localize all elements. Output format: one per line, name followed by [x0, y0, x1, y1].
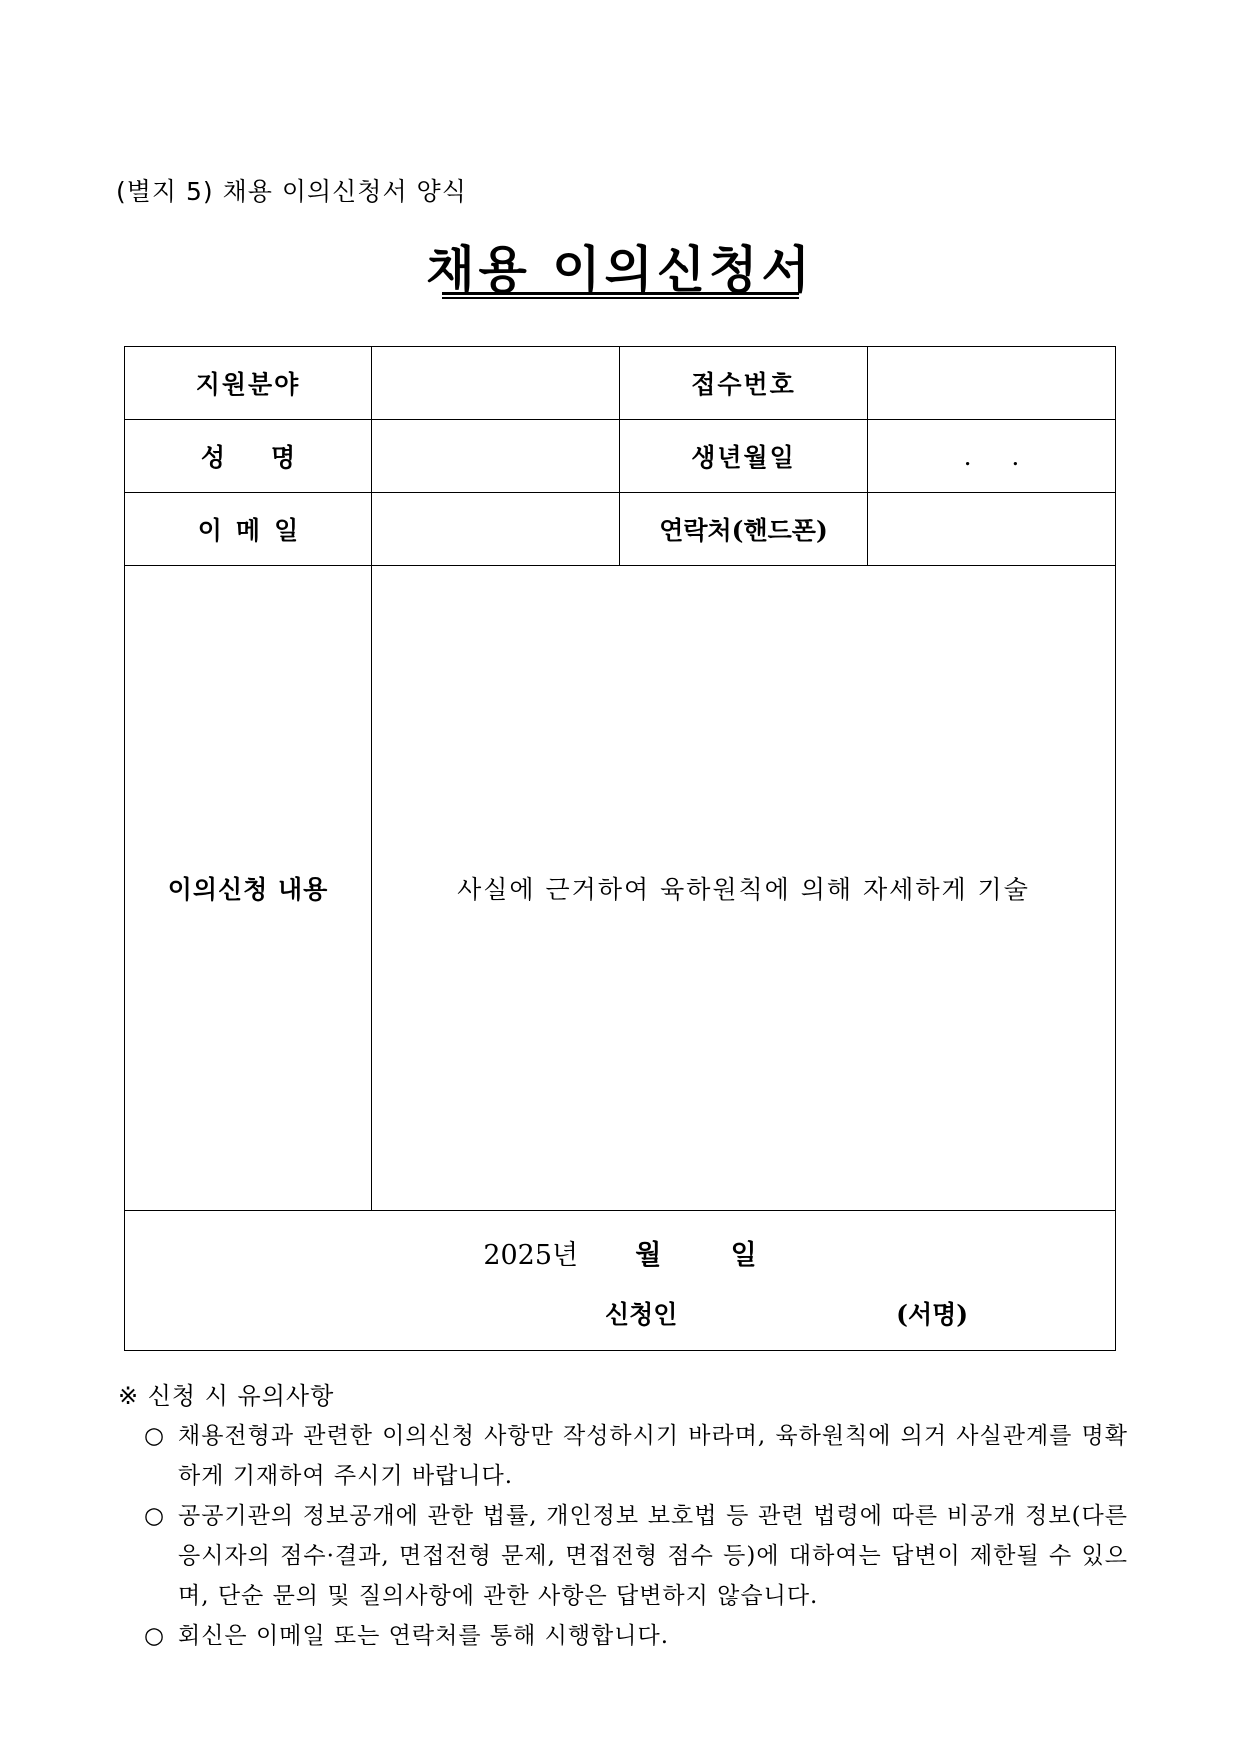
- objection-form-table: [124, 346, 1116, 1351]
- date-year: 2025년: [483, 1240, 579, 1271]
- applicant-label: 신청인: [605, 1300, 678, 1329]
- input-email[interactable]: [372, 493, 620, 566]
- attachment-label: (별지 5) 채용 이의신청서 양식: [116, 177, 467, 206]
- notes-title: ※ 신청 시 유의사항: [118, 1382, 335, 1410]
- circle-bullet-icon: ○: [144, 1623, 166, 1649]
- input-receipt-number[interactable]: [868, 347, 1116, 420]
- document-title: 채용 이의신청서: [426, 241, 814, 299]
- form-row-field: [125, 347, 1116, 420]
- note-text: 채용전형과 관련한 이의신청 사항만 작성하시기 바라며, 육하원칙에 의거 사실관계를 명확하게 기재하여 주시기 바랍니다.: [178, 1423, 1128, 1489]
- form-row-content: [125, 566, 1116, 1211]
- label-phone: 연락처(핸드폰): [620, 493, 868, 566]
- input-phone[interactable]: [868, 493, 1116, 566]
- note-item: [118, 1416, 1128, 1496]
- note-text: 공공기관의 정보공개에 관한 법률, 개인정보 보호법 등 관련 법령에 따른 비공개 정보(다른 응시자의 점수·결과, 면접전형 문제, 면접전형 점수 등)에 대하여는 답변이 제한될 수 있으며, 단순 문의 및 질의사항에 관한 사항은 답변하지 않습니다.: [178, 1503, 1128, 1609]
- note-item: [118, 1616, 1128, 1656]
- label-application-field: 지원분야: [125, 347, 372, 420]
- date-day: 일: [730, 1240, 757, 1271]
- input-name[interactable]: [372, 420, 620, 493]
- label-birth-date: 생년월일: [620, 420, 868, 493]
- date-month: 월: [635, 1240, 662, 1271]
- circle-bullet-icon: ○: [144, 1503, 166, 1529]
- signature-label[interactable]: (서명): [896, 1300, 969, 1329]
- circle-bullet-icon: ○: [144, 1423, 166, 1449]
- label-objection-content: 이의신청 내용: [125, 566, 372, 1211]
- input-application-field[interactable]: [372, 347, 620, 420]
- label-receipt-number: 접수번호: [620, 347, 868, 420]
- label-name: 성명: [125, 420, 372, 493]
- form-row-name: [125, 420, 1116, 493]
- title-double-underline: [442, 292, 799, 299]
- signature-line: [605, 1295, 968, 1331]
- note-text: 회신은 이메일 또는 연락처를 통해 시행합니다.: [178, 1623, 670, 1649]
- notes-section: [118, 1376, 1128, 1656]
- note-item: [118, 1496, 1128, 1616]
- form-row-footer: [125, 1211, 1116, 1351]
- birth-date-separators: . .: [963, 441, 1020, 471]
- date-signature-cell: [125, 1211, 1116, 1351]
- label-email: 이메일: [125, 493, 372, 566]
- input-objection-content[interactable]: 사실에 근거하여 육하원칙에 의해 자세하게 기술: [372, 566, 1116, 1211]
- input-birth-date[interactable]: [868, 420, 1116, 493]
- form-row-email: [125, 493, 1116, 566]
- date-line: [125, 1233, 1115, 1272]
